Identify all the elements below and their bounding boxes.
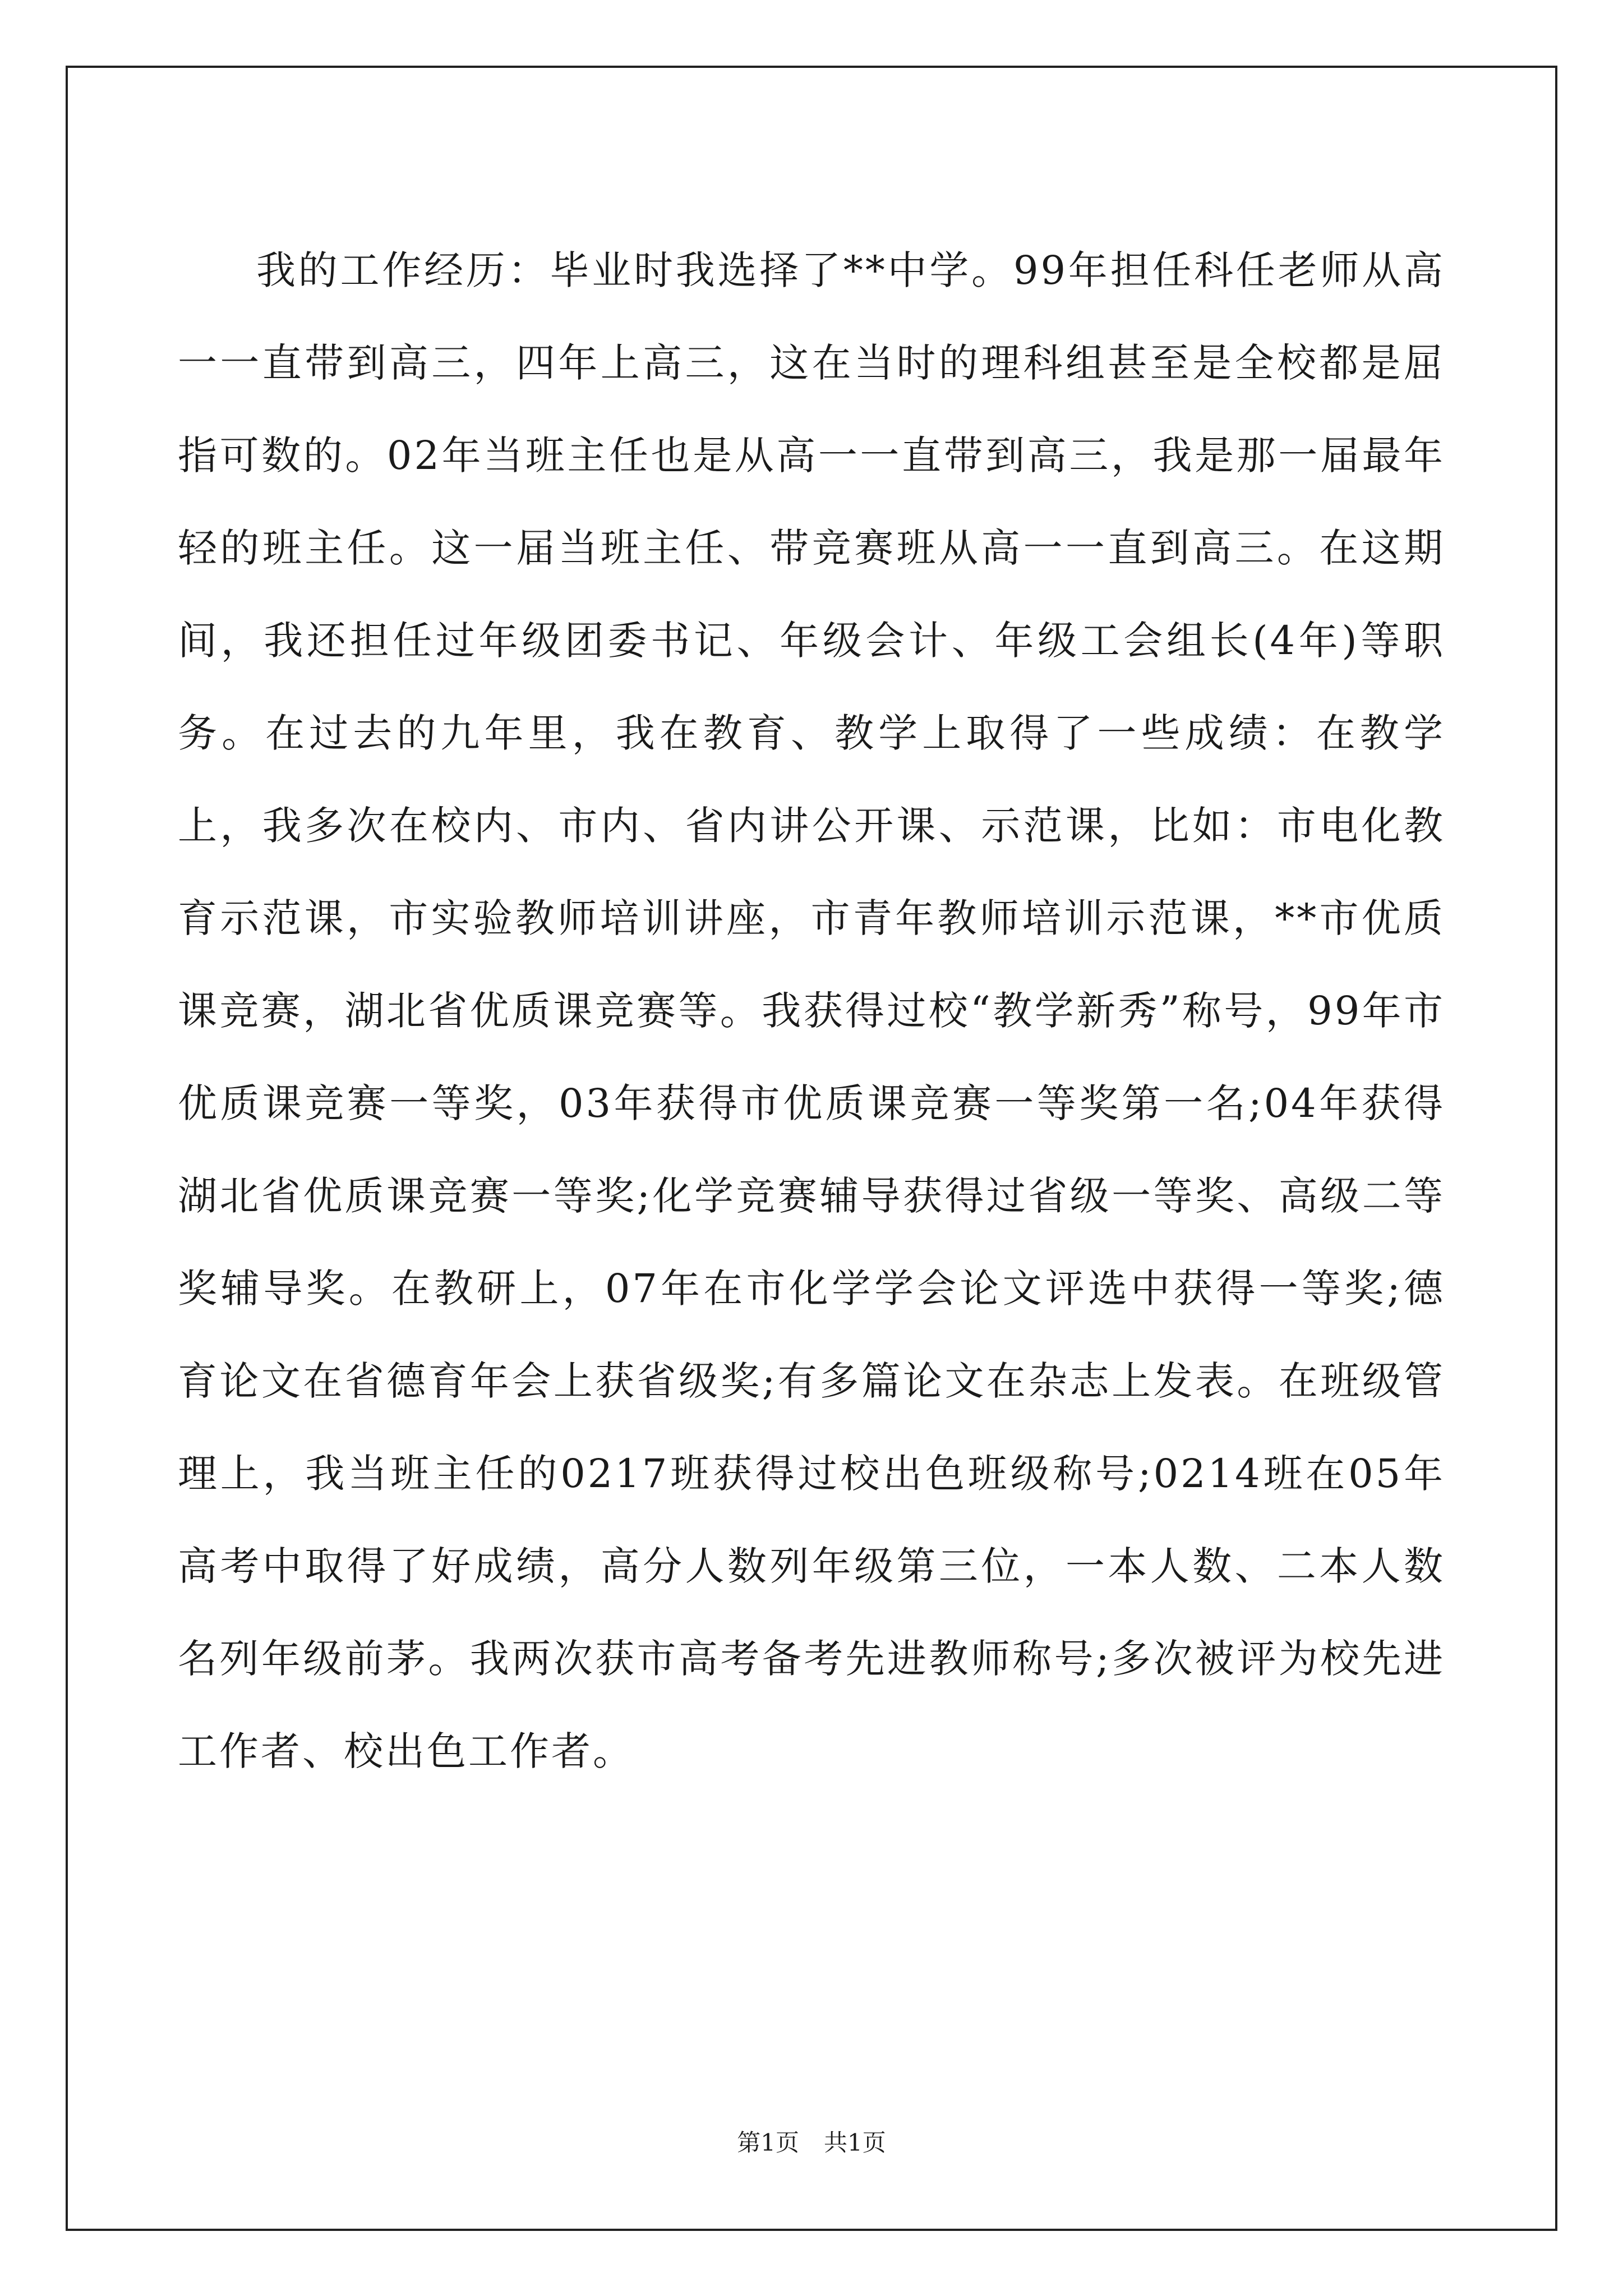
page-footer xyxy=(0,2126,1623,2160)
page-number-total: 共1页 xyxy=(824,2129,886,2156)
body-paragraph: 我的工作经历：毕业时我选择了**中学。99年担任科任老师从高一一直带到高三，四年上高三，这在当时的理科组甚至是全校都是屈指可数的。02年当班主任也是从高一一直带到高三，我是那一届最年轻的班主任。这一届当班主任、带竞赛班从高一一直到高三。在这期间，我还担任过年级团委书记、年级会计、年级工会组长(4年)等职务。在过去的九年里，我在教育、教学上取得了一些成绩：在教学上，我多次在校内、市内、省内讲公开课、示范课，比如：市电化教育示范课，市实验教师培训讲座，市青年教师培训示范课，**市优质课竞赛，湖北省优质课竞赛等。我获得过校“教学新秀”称号，99年市优质课竞赛一等奖，03年获得市优质课竞赛一等奖第一名;04年获得湖北省优质课竞赛一等奖;化学竞赛辅导获得过省级一等奖、高级二等奖辅导奖。在教研上，07年在市化学学会论文评选中获得一等奖;德育论文在省德育年会上获省级奖;有多篇论文在杂志上发表。在班级管理上，我当班主任的0217班获得过校出色班级称号;0214班在05年高考中取得了好成绩，高分人数列年级第三位，一本人数、二本人数名列年级前茅。我两次获市高考备考先进教师称号;多次被评为校先进工作者、校出色工作者。 xyxy=(178,247,1445,1774)
page-number-current: 第1页 xyxy=(737,2129,799,2156)
document-body xyxy=(178,224,1445,1798)
